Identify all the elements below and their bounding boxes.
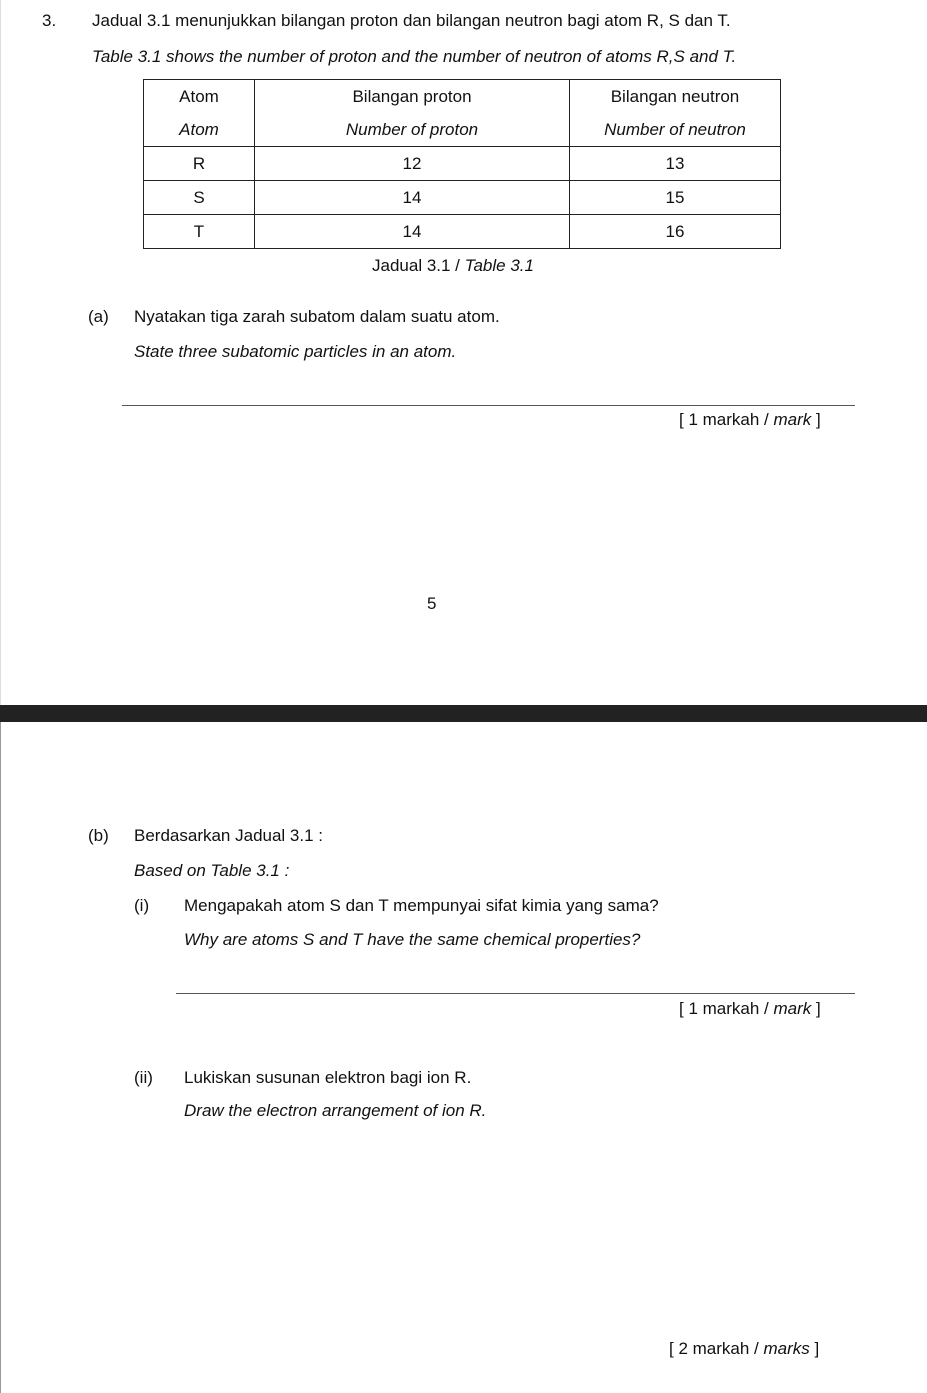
table-row	[144, 147, 781, 181]
proton-cell: 14	[255, 215, 570, 249]
table-caption-en: Table 3.1	[464, 256, 534, 275]
part-a-mark	[679, 410, 821, 430]
question-intro-ms: Jadual 3.1 menunjukkan bilangan proton dan bilangan neutron bagi atom R, S dan T.	[92, 11, 731, 30]
part-a-text-en: State three subatomic particles in an atom.	[134, 342, 457, 361]
table-row	[144, 215, 781, 249]
table-caption	[372, 256, 534, 276]
neutron-cell: 13	[570, 147, 781, 181]
header-neutron-ms: Bilangan neutron	[570, 80, 781, 114]
header-atom-ms: Atom	[144, 80, 255, 114]
part-b-i-answer-line[interactable]	[176, 993, 855, 994]
page-edge-top	[0, 0, 1, 705]
atom-data-table	[143, 79, 781, 249]
part-b-label: (b)	[88, 826, 109, 845]
part-b-i-mark-suffix: ]	[811, 999, 821, 1018]
part-b-i-mark	[679, 999, 821, 1019]
table-caption-ms: Jadual 3.1 /	[372, 256, 465, 275]
header-proton-ms: Bilangan proton	[255, 80, 570, 114]
table-header-row-en	[144, 113, 781, 147]
part-b-ii-mark-en: marks	[763, 1339, 810, 1358]
neutron-cell: 15	[570, 181, 781, 215]
part-b-ii-label: (ii)	[134, 1068, 153, 1087]
part-a-mark-en: mark	[773, 410, 812, 429]
part-b-i-text-ms: Mengapakah atom S dan T mempunyai sifat kimia yang sama?	[184, 896, 659, 915]
part-a-label: (a)	[88, 307, 109, 326]
part-b-ii-mark	[669, 1339, 819, 1359]
atom-cell: S	[144, 181, 255, 215]
header-proton-en: Number of proton	[255, 113, 570, 147]
atom-cell: R	[144, 147, 255, 181]
part-b-i-mark-en: mark	[773, 999, 812, 1018]
question-intro-en: Table 3.1 shows the number of proton and the number of neutron of atoms R,S and T.	[92, 47, 737, 66]
part-a-mark-suffix: ]	[811, 410, 821, 429]
part-b-text-en: Based on Table 3.1 :	[134, 861, 290, 880]
part-b-i-label: (i)	[134, 896, 150, 915]
table-header-row-ms	[144, 80, 781, 114]
page-separator	[0, 705, 927, 722]
question-number: 3.	[42, 11, 57, 30]
page-number: 5	[427, 594, 437, 613]
table-row	[144, 181, 781, 215]
part-a-text-ms: Nyatakan tiga zarah subatom dalam suatu atom.	[134, 307, 500, 326]
part-b-ii-mark-suffix: ]	[809, 1339, 820, 1358]
part-b-ii-text-en: Draw the electron arrangement of ion R.	[184, 1101, 487, 1120]
part-b-i-mark-prefix: [ 1 markah /	[679, 999, 774, 1018]
part-b-text-ms: Berdasarkan Jadual 3.1 :	[134, 826, 324, 845]
proton-cell: 14	[255, 181, 570, 215]
part-b-ii-text-ms: Lukiskan susunan elektron bagi ion R.	[184, 1068, 472, 1087]
atom-cell: T	[144, 215, 255, 249]
proton-cell: 12	[255, 147, 570, 181]
part-a-mark-prefix: [ 1 markah /	[679, 410, 774, 429]
part-a-answer-line[interactable]	[122, 405, 855, 406]
part-b-ii-mark-prefix: [ 2 markah /	[669, 1339, 764, 1358]
neutron-cell: 16	[570, 215, 781, 249]
header-neutron-en: Number of neutron	[570, 113, 781, 147]
page-edge	[0, 722, 1, 1393]
header-atom-en: Atom	[144, 113, 255, 147]
part-b-i-text-en: Why are atoms S and T have the same chemical properties?	[184, 930, 641, 949]
